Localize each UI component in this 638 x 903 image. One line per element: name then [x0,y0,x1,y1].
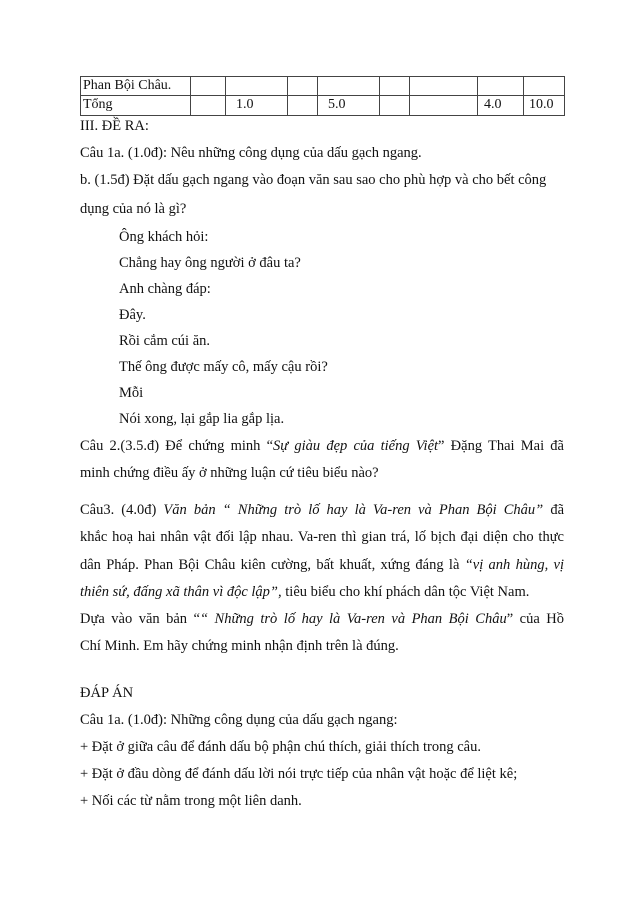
question-2-quote: Sự giàu đẹp của tiếng Việt [273,438,439,454]
table-cell [288,96,318,116]
score-table [80,76,565,116]
question-3-text: Dựa vào văn bản “ [80,611,200,627]
question-3-text: đã [543,502,565,518]
question-3-title: “ Những trò lố hay là Va-ren và Phan Bội Châu [200,611,507,627]
question-2-text: ” Đặng Thai Mai đã [438,438,564,454]
answer-1a: Câu 1a. (1.0đ): Những công dụng của dấu gạch ngang: [80,712,398,728]
table-cell [288,77,318,96]
table-row [81,96,565,116]
question-2-line-1 [80,437,564,455]
question-2-line-2: minh chứng điều ấy ở những luận cứ tiêu biểu nào? [80,465,379,481]
table-cell: Phan Bội Châu. [81,77,191,96]
question-3-line-1 [80,501,564,519]
table-cell: 10.0 [524,96,565,116]
table-cell: 5.0 [318,96,380,116]
table-cell [524,77,565,96]
question-3-line-3 [80,556,564,574]
table-cell [478,77,524,96]
question-1b-line-1: b. (1.5đ) Đặt dấu gạch ngang vào đoạn văn sau sao cho phù hợp và cho bết công [80,172,547,188]
dialog-line: Rồi cắm cúi ăn. [119,333,211,349]
question-3-text: dân Pháp. Phan Bội Châu kiên cường, bất khuất, xứng đáng là [80,557,465,573]
table-cell [380,77,410,96]
table-cell [191,96,226,116]
question-3-text: Câu3. (4.0đ) [80,502,164,518]
question-3-line-6: Chí Minh. Em hãy chứng minh nhận định trên là đúng. [80,638,399,654]
dialog-line: Nói xong, lại gắp lia gắp lịa. [119,411,285,427]
question-3-title: Văn bản “ Những trò lố hay là Va-ren và Phan Bội Châu” [163,502,544,518]
answer-item: + Đặt ở giữa câu để đánh dấu bộ phận chú thích, giải thích trong câu. [80,739,481,755]
section-heading-dap-an: ĐÁP ÁN [80,685,134,701]
table-cell [410,77,478,96]
question-2-text: Câu 2.(3.5.đ) Để chứng minh “ [80,438,274,454]
section-heading-de-ra: III. ĐỀ RA: [80,118,149,134]
question-3-line-2: khắc hoạ hai nhân vật đối lập nhau. Va-ren thì gian trá, lố bịch đại diện cho thực [80,529,564,545]
question-3-text: ” của Hồ [506,611,565,627]
dialog-line: Anh chàng đáp: [119,281,211,297]
dialog-line: Đây. [119,307,146,323]
table-cell: 4.0 [478,96,524,116]
table-cell: 1.0 [226,96,288,116]
table-cell [318,77,380,96]
table-cell [410,96,478,116]
dialog-line: Mỗi [119,385,144,401]
table-cell [191,77,226,96]
table-cell [226,77,288,96]
question-3-line-5 [80,610,564,628]
dialog-line: Ông khách hỏi: [119,229,209,245]
question-1b-line-2: dụng của nó là gì? [80,201,187,217]
answer-item: + Đặt ở đầu dòng để đánh dấu lời nói trực tiếp của nhân vật hoặc để liệt kê; [80,766,518,782]
question-1a: Câu 1a. (1.0đ): Nêu những công dụng của dấu gạch ngang. [80,145,422,161]
question-3-line-4 [80,583,564,601]
table-cell: Tổng [81,96,191,116]
question-3-text: tiêu biểu cho khí phách dân tộc Việt Nam. [281,584,530,600]
dialog-line: Chẳng hay ông người ở đâu ta? [119,255,301,271]
dialog-line: Thế ông được mấy cô, mấy cậu rồi? [119,359,328,375]
table-row [81,77,565,96]
question-3-quote: thiên sứ, đấng xã thân vì độc lập”, [80,584,282,600]
table-cell [380,96,410,116]
answer-item: + Nối các từ nằm trong một liên danh. [80,793,302,809]
question-3-quote: “vị anh hùng, vị [464,557,564,573]
